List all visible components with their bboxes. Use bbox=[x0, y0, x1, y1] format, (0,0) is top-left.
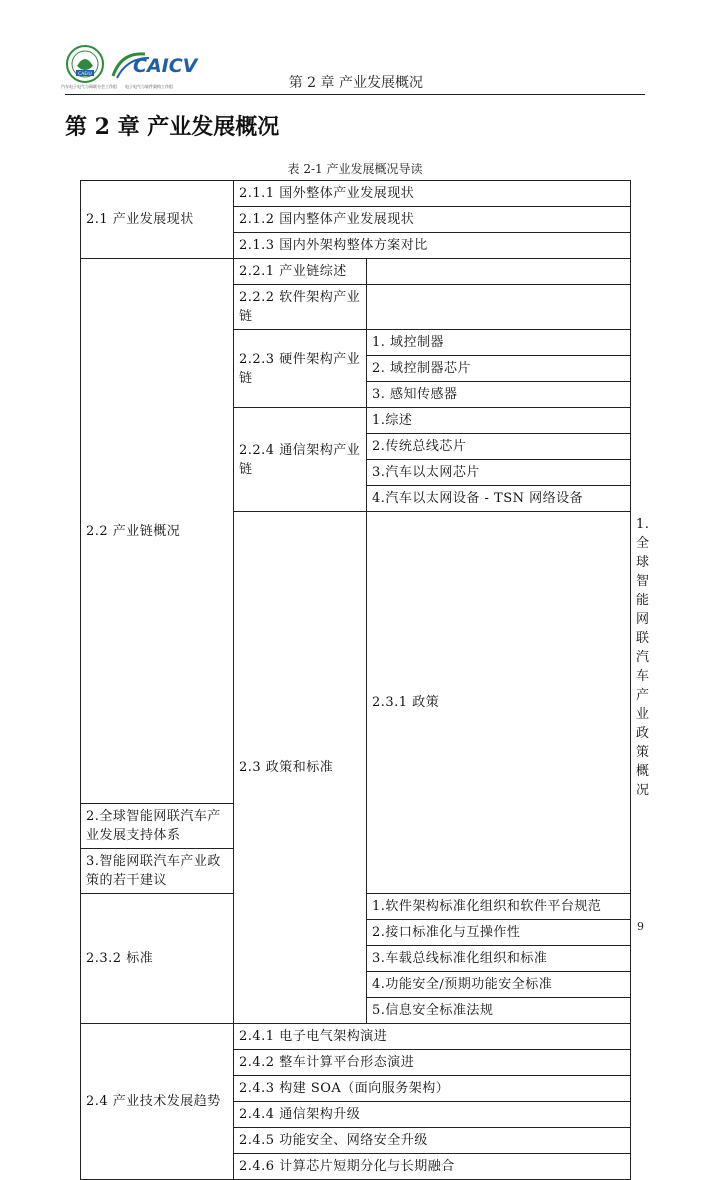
chapter-title: 第 2 章 产业发展概况 bbox=[65, 114, 280, 140]
table-row: 2.3 政策和标准 2.3.1 政策 1.全球智能网联汽车产业政策概况 bbox=[81, 512, 631, 804]
toc-item: 2.1.3 国内外架构整体方案对比 bbox=[234, 233, 631, 259]
toc-item: 2.4.6 计算芯片短期分化与长期融合 bbox=[234, 1154, 631, 1180]
association-logo-icon bbox=[65, 44, 105, 84]
subsection-label: 2.2.3 硬件架构产业链 bbox=[234, 330, 367, 408]
toc-item: 2.接口标准化与互操作性 bbox=[367, 920, 631, 946]
toc-item: 2.4.2 整车计算平台形态演进 bbox=[234, 1050, 631, 1076]
table-row bbox=[81, 259, 631, 285]
section-label: 2.2 产业链概况 bbox=[81, 259, 234, 804]
toc-item: 2.1.2 国内整体产业发展现状 bbox=[234, 207, 631, 233]
overview-table bbox=[80, 180, 650, 1180]
toc-item: 3.智能网联汽车产业政策的若干建议 bbox=[81, 849, 234, 894]
toc-item: 2.4.1 电子电气架构演进 bbox=[234, 1024, 631, 1050]
logo1-caption: 汽车电子电气与网联分会工作组 bbox=[61, 84, 117, 89]
logo2-text: CAICV bbox=[133, 55, 198, 77]
page-number: 9 bbox=[637, 920, 644, 933]
toc-item: 1. 域控制器 bbox=[367, 330, 631, 356]
page-header bbox=[61, 40, 645, 95]
toc-item: 2.全球智能网联汽车产业发展支持体系 bbox=[81, 804, 234, 849]
caicv-logo-icon bbox=[111, 48, 227, 80]
table-caption: 表 2-1 产业发展概况导读 bbox=[287, 162, 423, 176]
toc-item: 2.4.3 构建 SOA（面向服务架构） bbox=[234, 1076, 631, 1102]
toc-item: 3.汽车以太网芯片 bbox=[367, 460, 631, 486]
table-row bbox=[81, 1024, 631, 1050]
toc-item: 3. 感知传感器 bbox=[367, 382, 631, 408]
empty-cell bbox=[367, 285, 631, 330]
subsection-label: 2.3.2 标准 bbox=[81, 894, 234, 1024]
toc-item: 5.信息安全标准法规 bbox=[367, 998, 631, 1024]
toc-item: 3.车载总线标准化组织和标准 bbox=[367, 946, 631, 972]
subsection-label: 2.3.1 政策 bbox=[367, 512, 631, 894]
toc-item: 2.4.5 功能安全、网络安全升级 bbox=[234, 1128, 631, 1154]
running-head: 第 2 章 产业发展概况 bbox=[288, 75, 423, 91]
table-row bbox=[81, 181, 631, 207]
section-label: 2.1 产业发展现状 bbox=[81, 181, 234, 259]
toc-item: 1.软件架构标准化组织和软件平台规范 bbox=[367, 894, 631, 920]
subsection-label: 2.2.1 产业链综述 bbox=[234, 259, 367, 285]
section-label: 2.4 产业技术发展趋势 bbox=[81, 1024, 234, 1180]
logo-badge-text: CAEIU bbox=[78, 72, 92, 77]
empty-cell bbox=[367, 259, 631, 285]
section-label: 2.3 政策和标准 bbox=[234, 512, 367, 1024]
toc-item: 2. 域控制器芯片 bbox=[367, 356, 631, 382]
toc-item: 2.4.4 通信架构升级 bbox=[234, 1102, 631, 1128]
toc-item: 2.传统总线芯片 bbox=[367, 434, 631, 460]
toc-item: 2.1.1 国外整体产业发展现状 bbox=[234, 181, 631, 207]
toc-item: 4.汽车以太网设备 - TSN 网络设备 bbox=[367, 486, 631, 512]
subsection-label: 2.2.2 软件架构产业链 bbox=[234, 285, 367, 330]
toc-item: 1.综述 bbox=[367, 408, 631, 434]
subsection-label: 2.2.4 通信架构产业链 bbox=[234, 408, 367, 512]
toc-item: 4.功能安全/预期功能安全标准 bbox=[367, 972, 631, 998]
logo2-caption: 电子电气与软件架构工作组 bbox=[125, 84, 173, 89]
